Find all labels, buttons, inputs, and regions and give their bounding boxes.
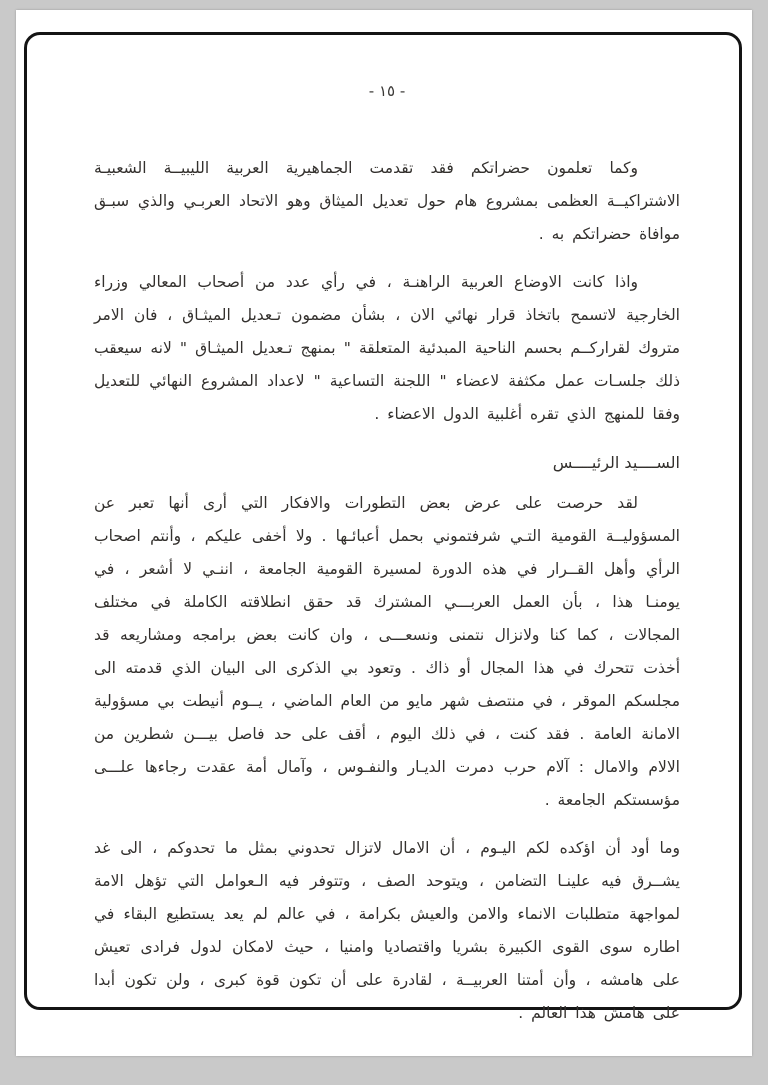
page-number: - ١٥ - (368, 82, 406, 100)
section-heading-mr-president: الســــيد الرئيــــس (552, 453, 680, 472)
paragraph-charter-amendment: واذا كانت الاوضاع العربية الراهنـة ، في رأي عدد من أصحاب المعالي وزراء الخارجية لاتسمح باتخاذ قرار نهائي الان ، بشأن مضمون تـعديل الميثـاق ، فان الامر متروك لقراركــم بحسم الناحية المبدئية المتعلقة " بمنهج تـعديل الميثـاق " لانه سيعقب ذلك جلسـات عمل مكثفة لاعضاء " اللجنة التساعية " لاعداد المشروع النهائي للتعديل وفقا للمنهج الذي تقره أغلبية الدول الاعضاء . (94, 273, 680, 423)
page-content (94, 82, 680, 1045)
document-page (16, 10, 752, 1056)
paragraph-responsibility: لقد حرصت على عرض بعض التطورات والافكار التي أرى أنها تعبر عن المسؤوليــة القومية التـي شرفتموني بحمل أعبائـها . ولا أخفى عليكم ، وأنتم اصحاب الرأي وأهل القــرار في هذه الدورة لمسيرة القومية الجامعة ، اننـي لا أشعر ، في يومنـا هذا ، بأن العمل العربـــي المشترك قد حقق انطلاقته الكاملة في مختلف المجالات ، كما كنا ولانزال نتمنى ونسعـــى ، وان كانت بعض برامجه ومشاريعه قد أخذت تتحرك في هذا المجال أو ذاك . وتعود بي الذكرى الى البيان الذي قدمته الى مجلسكم الموقر ، في منتصف شهر مايو من العام الماضي ، يــوم أنيطت بي مسؤولية الامانة العامة . فقد كنت ، في ذلك اليوم ، أقف على حد فاصل بيـــن شطرين من الالام والامال : آلام حرب دمرت الديـار والنفـوس ، وآمال أمة عقدت رجاءها علـــى مؤسستكم الجامعة . (94, 494, 680, 809)
paragraph-intro: وكما تعلمون حضراتكم فقد تقدمت الجماهيرية العربية الليبيــة الشعبيـة الاشتراكيــة العظمى بمشروع هام حول تعديل الميثاق وهو الاتحاد العربـي والذي سبـق موافاة حضراتكم به . (94, 159, 680, 243)
paragraph-hopes: وما أود أن اؤكده لكم اليـوم ، أن الامال لاتزال تحدوني بمثل ما تحدوكم ، الى غد يشــرق فيه علينـا التضامن ، ويتوحد الصف ، وتتوفر فيه الـعوامل التي تؤهل الامة لمواجهة متطلبات الانماء والامن والعيش بكرامة ، في عالم لم يعد يستطيع البقاء في اطاره سوى القوى الكبيرة بشريا واقتصاديا وامنيا ، حيث لامكان لدول فرادى تعيش على هامشه ، وأن أمتنا العربيــة ، لقادرة على أن تكون قوة كبرى ، ولن تكون أبدا على هامش هذا العالم . (94, 839, 680, 1022)
